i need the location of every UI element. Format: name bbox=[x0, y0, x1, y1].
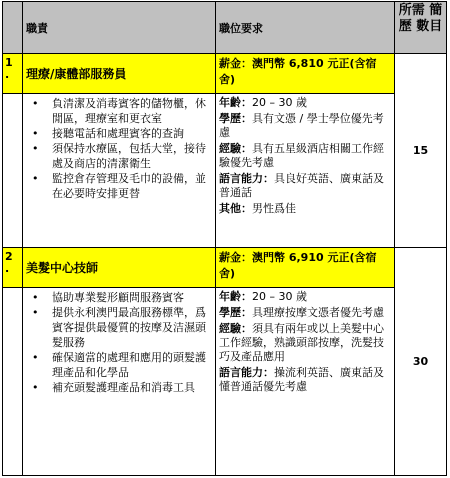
position-detail-row-2 bbox=[3, 288, 447, 476]
requirement-item: 年齡：20 – 30 歲 bbox=[219, 96, 307, 109]
position-title-1: 理療/康體部服務員 bbox=[23, 54, 216, 94]
list-item: • 接聽電話和處理賓客的查詢 bbox=[32, 127, 184, 140]
requirement-item: 年齡：20 – 30 歲 bbox=[219, 290, 307, 303]
position-duties-cell-2 bbox=[23, 288, 216, 476]
position-index-1: 1 . bbox=[3, 54, 23, 94]
position-title-2: 美髮中心技師 bbox=[23, 248, 216, 288]
position-salary-2: 薪金：澳門幣 6,910 元正(含宿舍) bbox=[216, 248, 395, 288]
bullet-icon: • bbox=[32, 351, 39, 364]
position-spacer-1 bbox=[3, 94, 23, 248]
position-count-1: 15 bbox=[395, 54, 447, 248]
header-index-cell bbox=[3, 2, 23, 54]
bullet-icon: • bbox=[32, 291, 39, 304]
bullet-icon: • bbox=[32, 97, 39, 110]
requirement-item: 經驗：具有五星級酒店相關工作經驗優先考慮 bbox=[219, 142, 384, 169]
table-header-row bbox=[3, 2, 447, 54]
position-salary-1: 薪金：澳門幣 6,810 元正(含宿舍) bbox=[216, 54, 395, 94]
bullet-icon: • bbox=[32, 306, 39, 319]
position-requirements-cell-1 bbox=[216, 94, 395, 248]
job-vacancy-table bbox=[2, 1, 447, 476]
position-index-2: 2 . bbox=[3, 248, 23, 288]
position-title-row-1 bbox=[3, 54, 447, 94]
list-item: • 監控倉存管理及毛巾的設備，並在必要時安排更替 bbox=[32, 172, 206, 200]
bullet-icon: • bbox=[32, 172, 39, 185]
position-detail-row-1 bbox=[3, 94, 447, 248]
requirement-item: 學歷：具理療按摩文憑者優先考慮 bbox=[219, 306, 384, 319]
bullet-icon: • bbox=[32, 127, 39, 140]
duties-list-2 bbox=[26, 290, 212, 395]
requirement-item: 語言能力：具良好英語、廣東話及普通話 bbox=[219, 172, 384, 199]
position-count-2: 30 bbox=[395, 248, 447, 476]
list-item: • 確保適當的處理和應用的頭髮護理產品和化學品 bbox=[32, 351, 206, 379]
list-item: • 負清潔及消毒賓客的儲物櫃，休閒區，理療室和更衣室 bbox=[32, 97, 206, 125]
list-item: • 須保持水療區，包括大堂，接待處及商店的清潔衛生 bbox=[32, 142, 206, 170]
list-item: • 補充頭髮護理產品和消毒工具 bbox=[32, 381, 195, 394]
duties-list-1 bbox=[26, 96, 212, 201]
bullet-icon: • bbox=[32, 381, 39, 394]
position-requirements-cell-2 bbox=[216, 288, 395, 476]
position-spacer-2 bbox=[3, 288, 23, 476]
list-item: • 提供永利澳門最高服務標準，爲賓客提供最優質的按摩及洁濕頭髮服務 bbox=[32, 306, 206, 349]
header-requirements: 職位要求 bbox=[216, 2, 395, 54]
position-duties-cell-1 bbox=[23, 94, 216, 248]
requirement-item: 語言能力：操流利英語、廣東話及懂普通話優先考慮 bbox=[219, 366, 384, 393]
requirement-item: 其他：男性爲佳 bbox=[219, 202, 296, 215]
requirement-item: 學歷：具有文憑 / 學士學位優先考慮 bbox=[219, 112, 384, 139]
header-count: 所需 簡歷 數目 bbox=[395, 2, 447, 54]
list-item: • 協助專業髮形顧問服務賓客 bbox=[32, 291, 184, 304]
requirement-item: 經驗：須具有兩年或以上美髮中心工作經驗，熟識頭部按摩，洗髮技巧及產品應用 bbox=[219, 322, 384, 363]
header-duties: 職責 bbox=[23, 2, 216, 54]
bullet-icon: • bbox=[32, 142, 39, 155]
position-title-row-2 bbox=[3, 248, 447, 288]
